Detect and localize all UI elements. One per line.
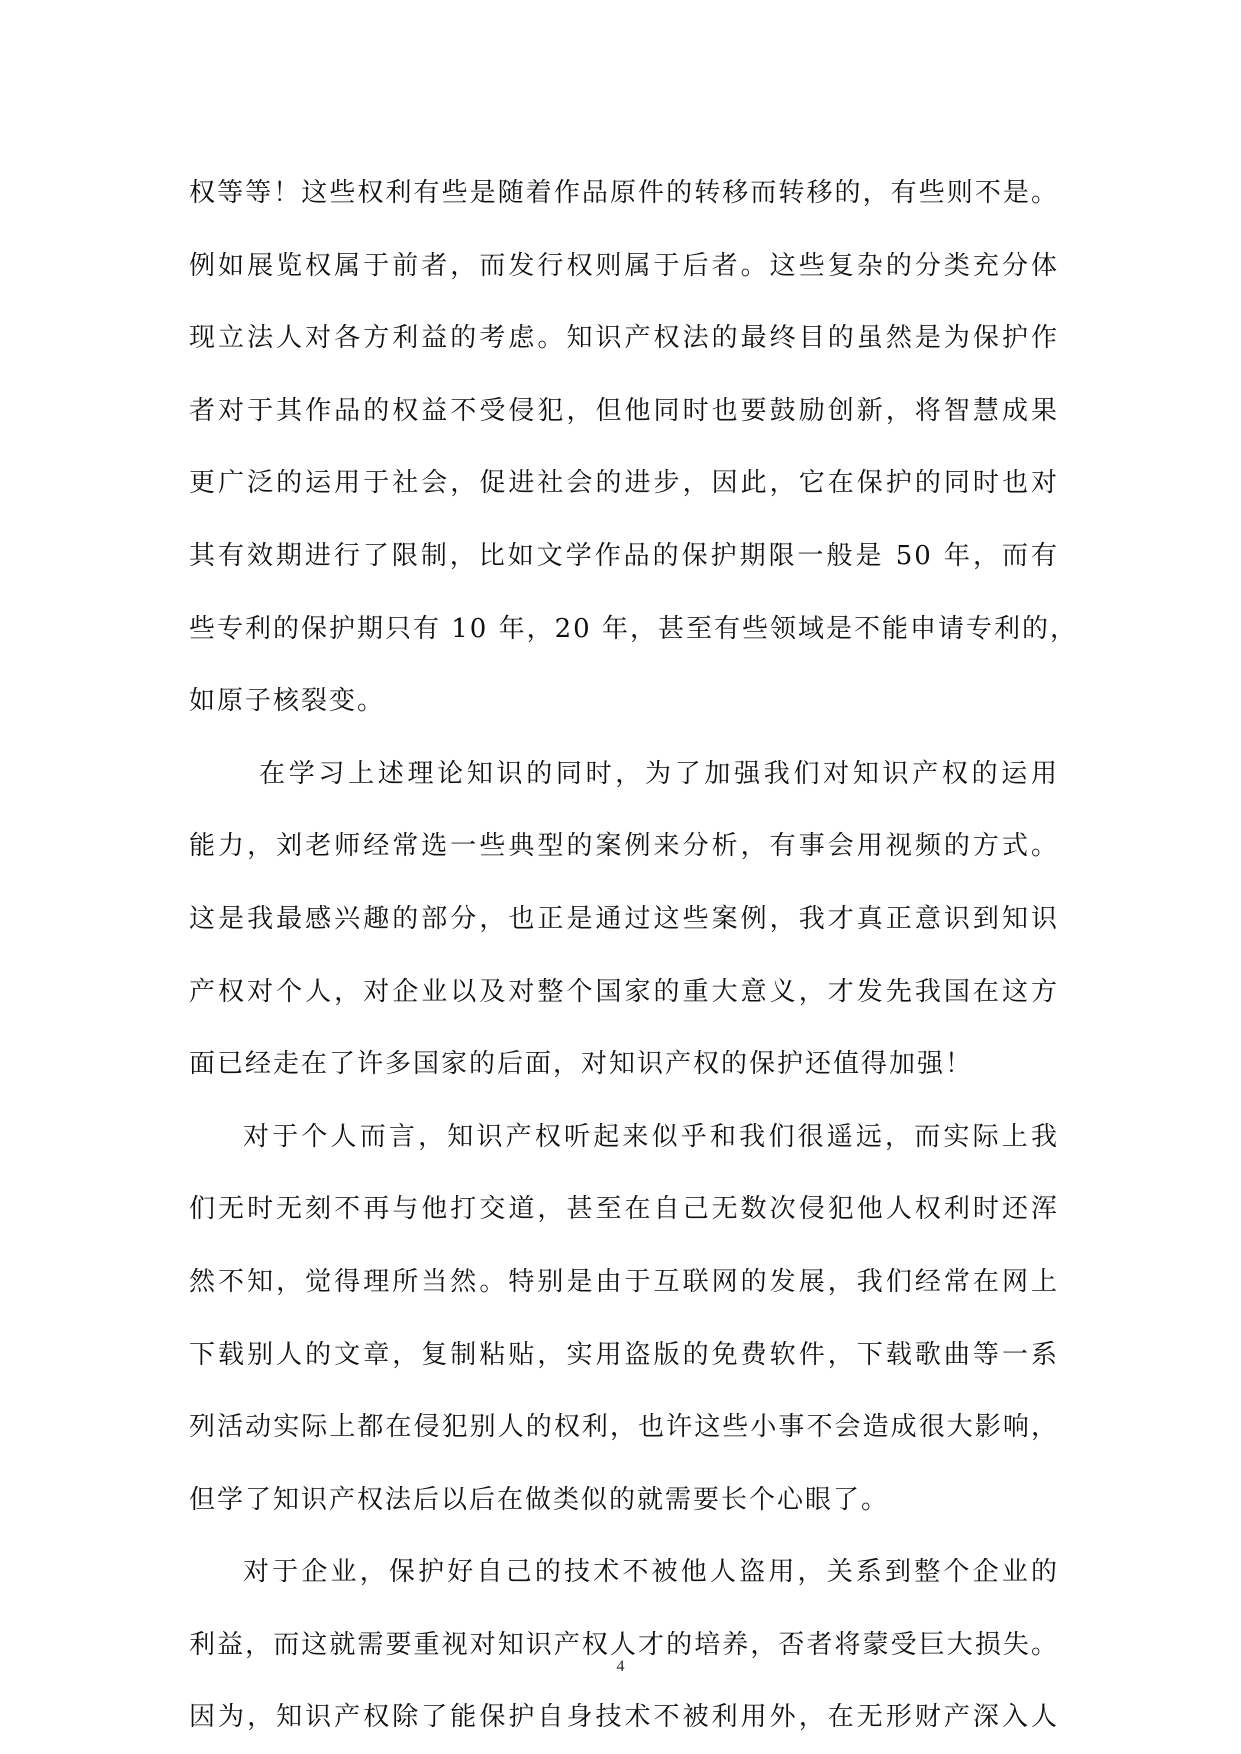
text-line: 下载别人的文章，复制粘贴，实用盗版的免费软件，下载歌曲等一系	[189, 1339, 1059, 1370]
text-line: 但学了知识产权法后以后在做类似的就需要长个心眼了。	[189, 1484, 890, 1515]
text-line: 们无时无刻不再与他打交道，甚至在自己无数次侵犯他人权利时还浑	[189, 1194, 1059, 1225]
text-line: 权等等！这些权利有些是随着作品原件的转移而转移的，有些则不是。	[189, 178, 1059, 208]
paragraph-first-line: 对于企业，保护好自己的技术不被他人盗用，关系到整个企业的	[243, 1557, 1059, 1588]
text-line: 例如展览权属于前者，而发行权则属于后者。这些复杂的分类充分体	[189, 250, 1059, 281]
text-line: 如原子核裂变。	[189, 686, 386, 717]
text-line: 面已经走在了许多国家的后面，对知识产权的保护还值得加强！	[189, 1049, 974, 1080]
text-line: 这是我最感兴趣的部分，也正是通过这些案例，我才真正意识到知识	[189, 903, 1059, 934]
text-line: 列活动实际上都在侵犯别人的权利，也许这些小事不会造成很大影响，	[189, 1412, 1059, 1443]
text-line: 然不知，觉得理所当然。特别是由于互联网的发展，我们经常在网上	[189, 1266, 1059, 1297]
paragraph-first-line: 在学习上述理论知识的同时，为了加强我们对知识产权的运用	[259, 758, 1059, 789]
text-line: 现立法人对各方利益的考虑。知识产权法的最终目的虽然是为保护作	[189, 323, 1059, 354]
paragraph-first-line: 对于个人而言，知识产权听起来似乎和我们很遥远，而实际上我	[243, 1121, 1059, 1152]
text-line: 产权对个人，对企业以及对整个国家的重大意义，才发先我国在这方	[189, 976, 1059, 1007]
text-line: 更广泛的运用于社会，促进社会的进步，因此，它在保护的同时也对	[189, 468, 1059, 499]
text-line: 者对于其作品的权益不受侵犯，但他同时也要鼓励创新，将智慧成果	[189, 395, 1059, 426]
text-line: 些专利的保护期只有 10 年，20 年，甚至有些领域是不能申请专利的，	[189, 613, 1078, 644]
text-line: 其有效期进行了限制，比如文学作品的保护期限一般是 50 年，而有	[189, 540, 1059, 571]
page-number: 4	[616, 1658, 625, 1675]
text-line: 因为，知识产权除了能保护自身技术不被利用外，在无形财产深入人	[189, 1702, 1059, 1733]
text-line: 利益，而这就需要重视对知识产权人才的培养，否者将蒙受巨大损失。	[189, 1629, 1059, 1660]
text-line: 能力，刘老师经常选一些典型的案例来分析，有事会用视频的方式。	[189, 831, 1059, 862]
body-text	[189, 157, 1078, 1754]
